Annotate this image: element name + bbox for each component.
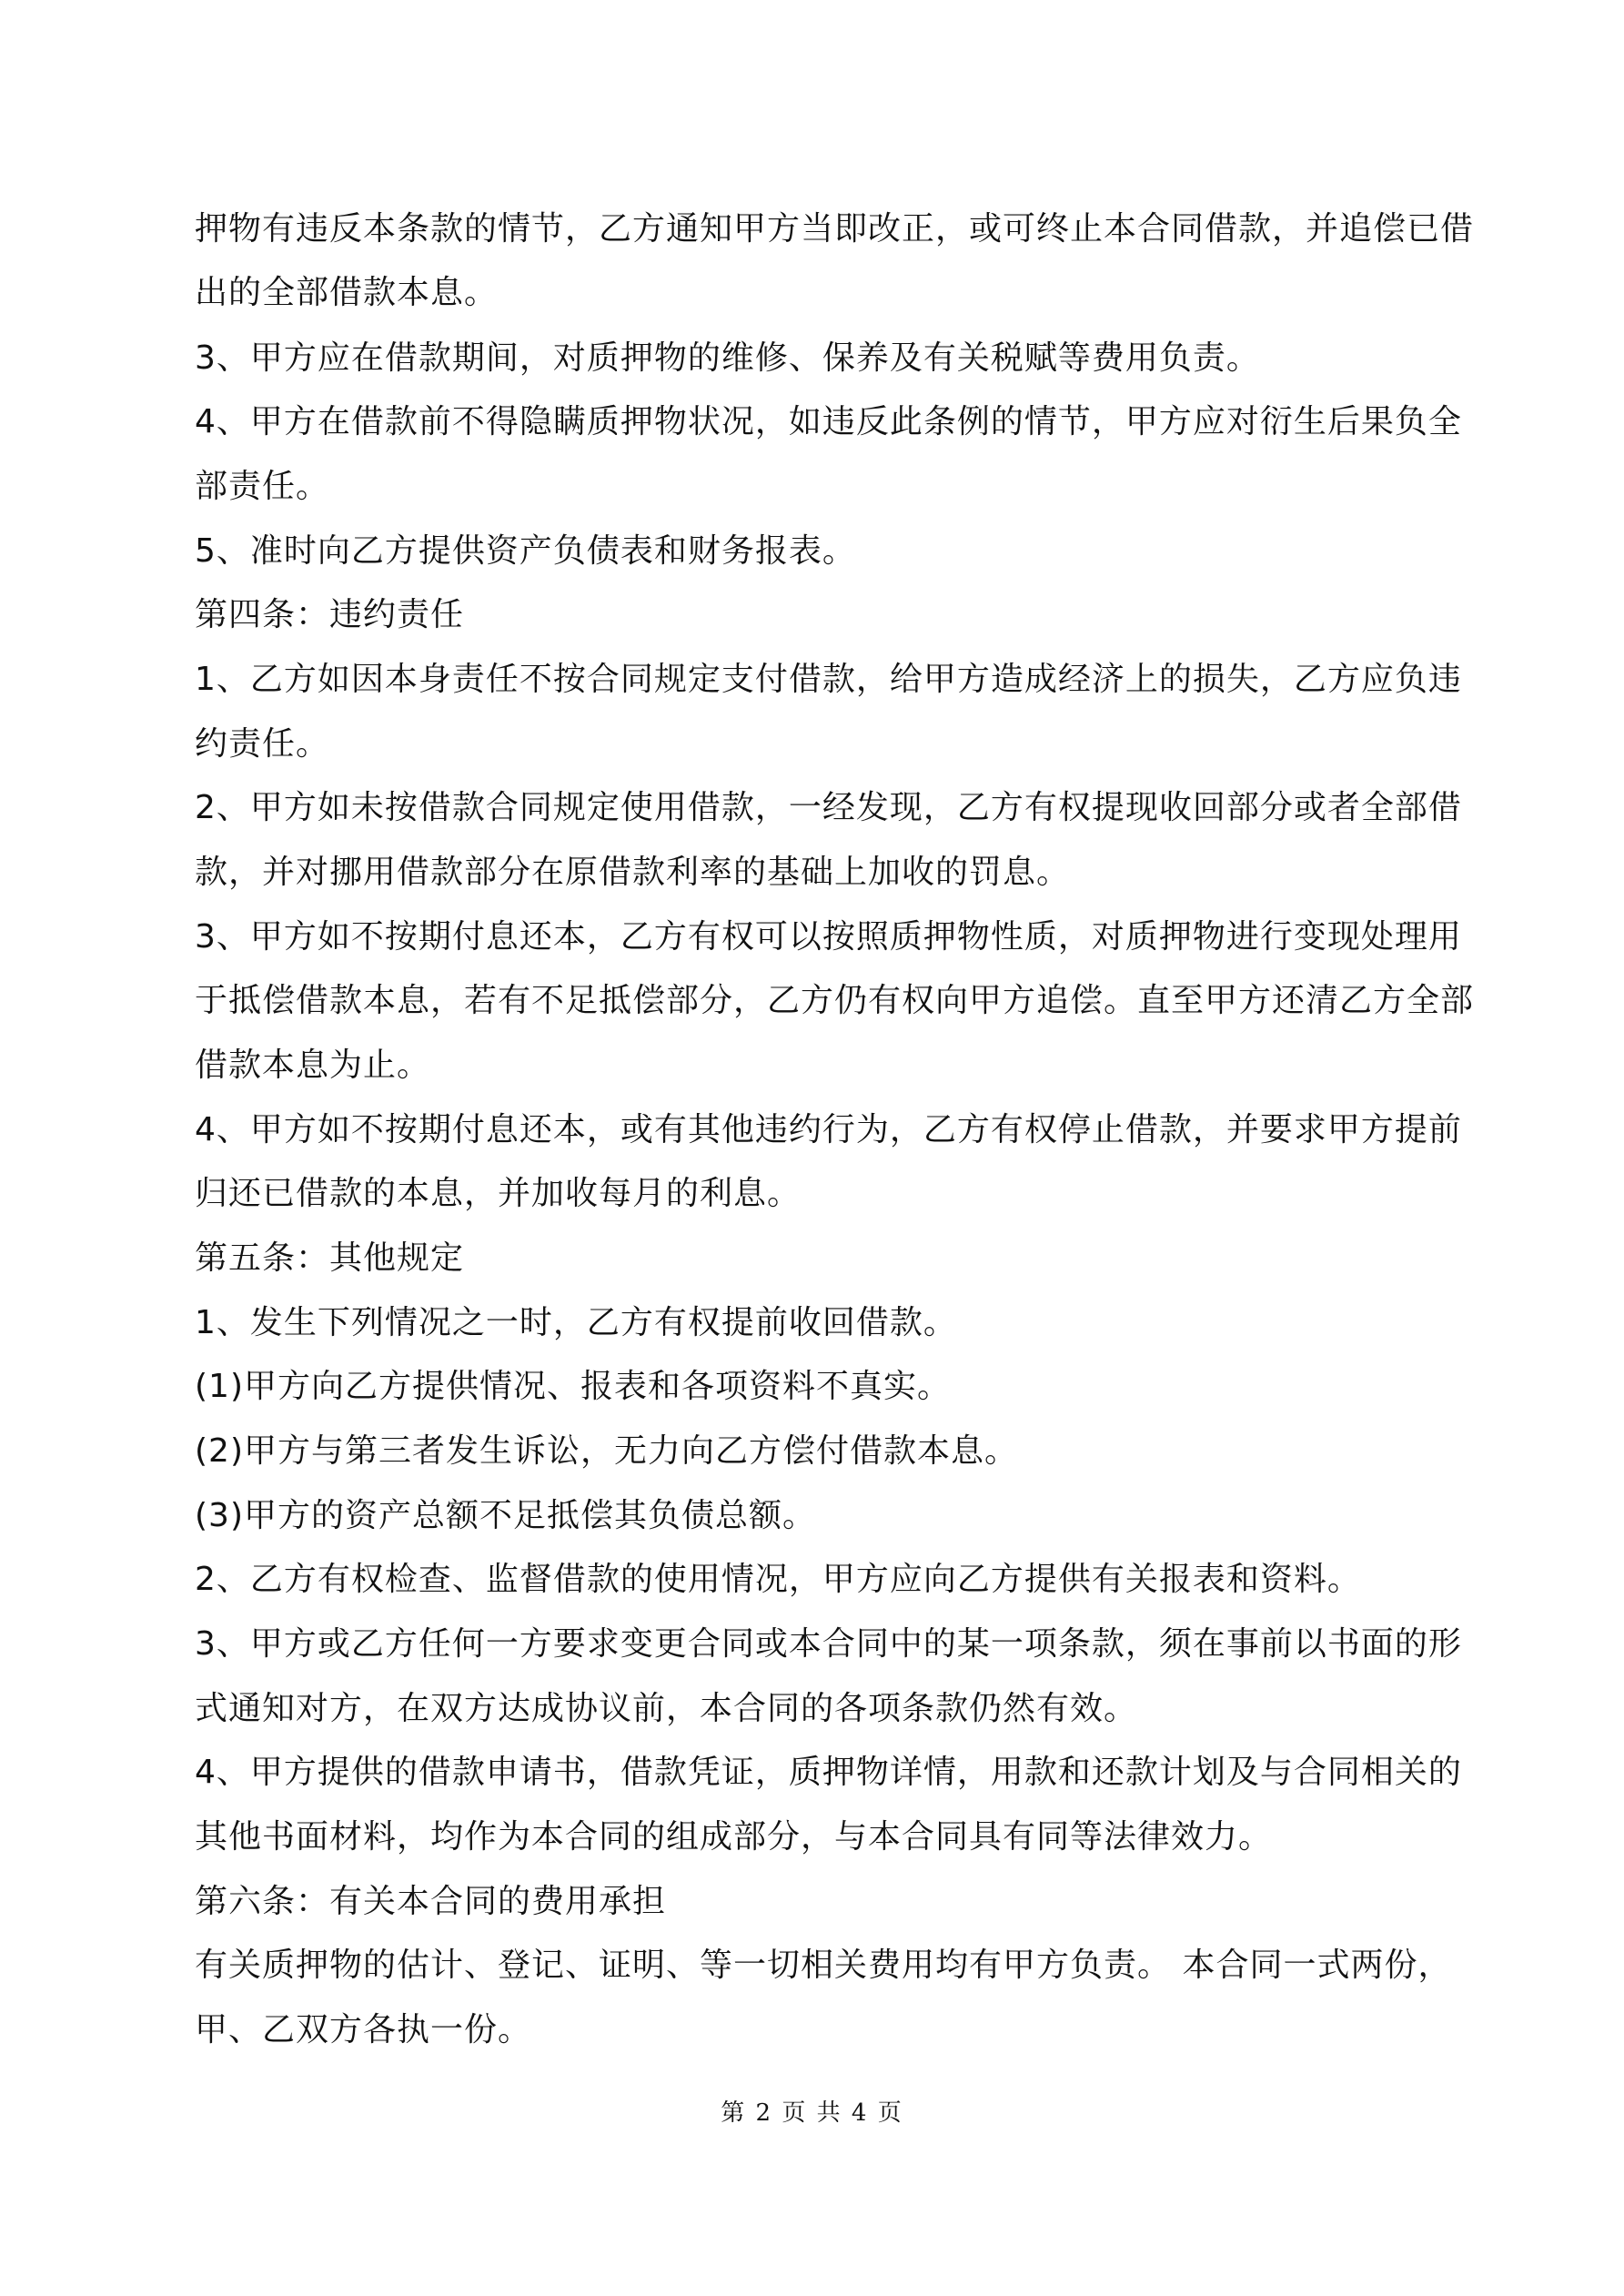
paragraph-line: 有关质押物的估计、登记、证明、等一切相关费用均有甲方负责。 本合同一式两份，: [195, 1947, 1452, 1984]
paragraph-line: 其他书面材料，均作为本合同的组成部分，与本合同具有同等法律效力。: [195, 1818, 1273, 1856]
paragraph-line: 部责任。: [195, 468, 330, 505]
section-heading: 第六条：有关本合同的费用承担: [195, 1883, 667, 1920]
paragraph-line: 式通知对方，在双方达成协议前，本合同的各项条款仍然有效。: [195, 1690, 1138, 1727]
paragraph-line: 3、甲方如不按期付息还本，乙方有权可以按照质押物性质，对质押物进行变现处理用: [195, 918, 1462, 956]
paragraph-line: 4、甲方如不按期付息还本，或有其他违约行为，乙方有权停止借款，并要求甲方提前: [195, 1111, 1462, 1148]
section-heading: 第五条：其他规定: [195, 1239, 465, 1277]
paragraph-line: 2、乙方有权检查、监督借款的使用情况，甲方应向乙方提供有关报表和资料。: [195, 1561, 1361, 1598]
paragraph-line: 1、乙方如因本身责任不按合同规定支付借款，给甲方造成经济上的损失，乙方应负违: [195, 661, 1462, 698]
paragraph-line: (1)甲方向乙方提供情况、报表和各项资料不真实。: [195, 1368, 951, 1405]
paragraph-line: 甲、乙双方各执一份。: [195, 2011, 532, 2048]
paragraph-line: 3、甲方应在借款期间，对质押物的维修、保养及有关税赋等费用负责。: [195, 339, 1260, 377]
paragraph-line: 借款本息为止。: [195, 1047, 431, 1084]
paragraph-line: 2、甲方如未按借款合同规定使用借款，一经发现，乙方有权提现收回部分或者全部借: [195, 789, 1462, 826]
paragraph-line: (3)甲方的资产总额不足抵偿其负债总额。: [195, 1497, 816, 1534]
paragraph-line: 约责任。: [195, 725, 330, 763]
paragraph-line: 款，并对挪用借款部分在原借款利率的基础上加收的罚息。: [195, 854, 1071, 891]
paragraph-line: 5、准时向乙方提供资产负债表和财务报表。: [195, 532, 856, 570]
paragraph-line: 4、甲方提供的借款申请书，借款凭证，质押物详情，用款和还款计划及与合同相关的: [195, 1754, 1462, 1791]
paragraph-line: 1、发生下列情况之一时，乙方有权提前收回借款。: [195, 1304, 957, 1341]
paragraph-line: 归还已借款的本息，并加收每月的利息。: [195, 1175, 802, 1212]
section-heading: 第四条：违约责任: [195, 596, 465, 633]
paragraph-line: 押物有违反本条款的情节，乙方通知甲方当即改正，或可终止本合同借款，并追偿已借: [195, 210, 1475, 248]
paragraph-line: (2)甲方与第三者发生诉讼，无力向乙方偿付借款本息。: [195, 1432, 1018, 1470]
paragraph-line: 3、甲方或乙方任何一方要求变更合同或本合同中的某一项条款，须在事前以书面的形: [195, 1625, 1462, 1663]
paragraph-line: 4、甲方在借款前不得隐瞒质押物状况，如违反此条例的情节，甲方应对衍生后果负全: [195, 403, 1462, 440]
paragraph-line: 于抵偿借款本息，若有不足抵偿部分，乙方仍有权向甲方追偿。直至甲方还清乙方全部: [195, 982, 1475, 1019]
paragraph-line: 出的全部借款本息。: [195, 274, 499, 311]
page-footer: 第 2 页 共 4 页: [721, 2099, 903, 2127]
